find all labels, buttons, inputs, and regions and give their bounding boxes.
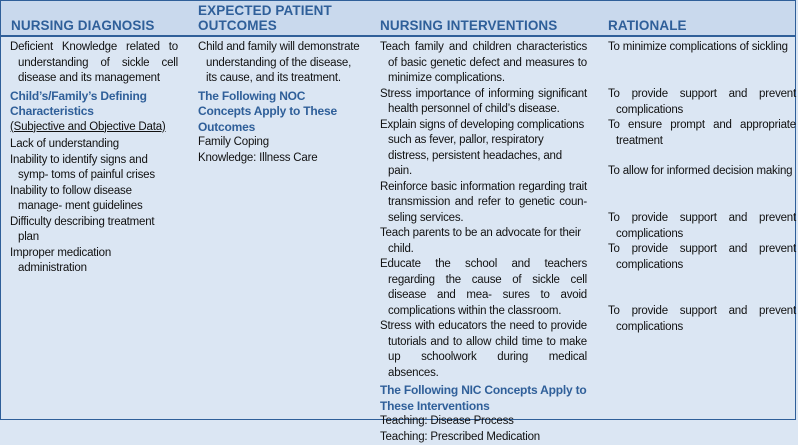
diagnosis-statement: Deficient Knowledge related to understanding of sickle cell disease and its management xyxy=(10,40,178,87)
diagnosis-column xyxy=(10,40,178,277)
outcome-statement: Child and family will demonstrate understanding of the disease, its cause, and its treatment. xyxy=(198,40,360,87)
diagnosis-item: Difficulty describing treatment plan xyxy=(10,215,178,246)
header-outcomes-line1: EXPECTED PATIENT xyxy=(198,3,332,18)
intervention-item: Teach parents to be an advocate for their child. xyxy=(380,226,587,257)
table-header-row xyxy=(1,1,795,37)
nic-concept: Teaching: Disease Process xyxy=(380,414,587,430)
intervention-item: Reinforce basic information regarding trait transmission and refer to genetic coun- seling services. xyxy=(380,180,587,227)
rationale-item: To provide support and prevent complications xyxy=(608,242,796,273)
nic-subheading: The Following NIC Concepts Apply to These Interventions xyxy=(380,383,587,414)
rationale-item: To minimize complications of sickling xyxy=(608,40,796,56)
intervention-item: Stress with educators the need to provide tutorials and to allow child time to make up schoolwork during medical absences. xyxy=(380,319,587,381)
diagnosis-subheading-underlined: (Subjective and Objective Data) xyxy=(10,120,178,136)
nic-concept: Teaching: Prescribed Medication xyxy=(380,430,587,445)
diagnosis-item: Inability to follow disease manage- ment guidelines xyxy=(10,184,178,215)
rationale-item: To provide support and prevent complications xyxy=(608,211,796,242)
noc-subheading: The Following NOC Concepts Apply to These Outcomes xyxy=(198,89,360,136)
header-rationale: RATIONALE xyxy=(608,18,687,33)
diagnosis-item: Lack of understanding xyxy=(10,137,178,153)
noc-concept: Knowledge: Illness Care xyxy=(198,151,360,167)
rationale-item: To ensure prompt and appropriate treatment xyxy=(608,118,796,149)
noc-concept: Family Coping xyxy=(198,135,360,151)
rationale-item: To allow for informed decision making xyxy=(608,164,796,180)
diagnosis-item: Inability to identify signs and symp- toms of painful crises xyxy=(10,153,178,184)
intervention-item: Stress importance of informing significant health personnel of child’s disease. xyxy=(380,87,587,118)
diagnosis-subheading: Child’s/Family’s Defining Characteristics xyxy=(10,89,178,120)
rationale-item: To provide support and prevent complications xyxy=(608,87,796,118)
header-nursing-diagnosis: NURSING DIAGNOSIS xyxy=(11,18,154,33)
diagnosis-item: Improper medication administration xyxy=(10,246,178,277)
header-expected-outcomes xyxy=(198,3,332,33)
intervention-item: Explain signs of developing complications such as fever, pallor, respiratory distress, persistent headaches, and pain. xyxy=(380,118,587,180)
intervention-item: Educate the school and teachers regarding the cause of sickle cell disease and mea- sures to avoid complications within the classroom. xyxy=(380,257,587,319)
header-nursing-interventions: NURSING INTERVENTIONS xyxy=(380,18,557,33)
outcomes-column xyxy=(198,40,360,166)
header-outcomes-line2: OUTCOMES xyxy=(198,18,332,33)
intervention-item: Teach family and children characteristics of basic genetic defect and measures to minimize complications. xyxy=(380,40,587,87)
rationale-item: To provide support and prevent complications xyxy=(608,304,796,335)
interventions-column xyxy=(380,40,587,445)
